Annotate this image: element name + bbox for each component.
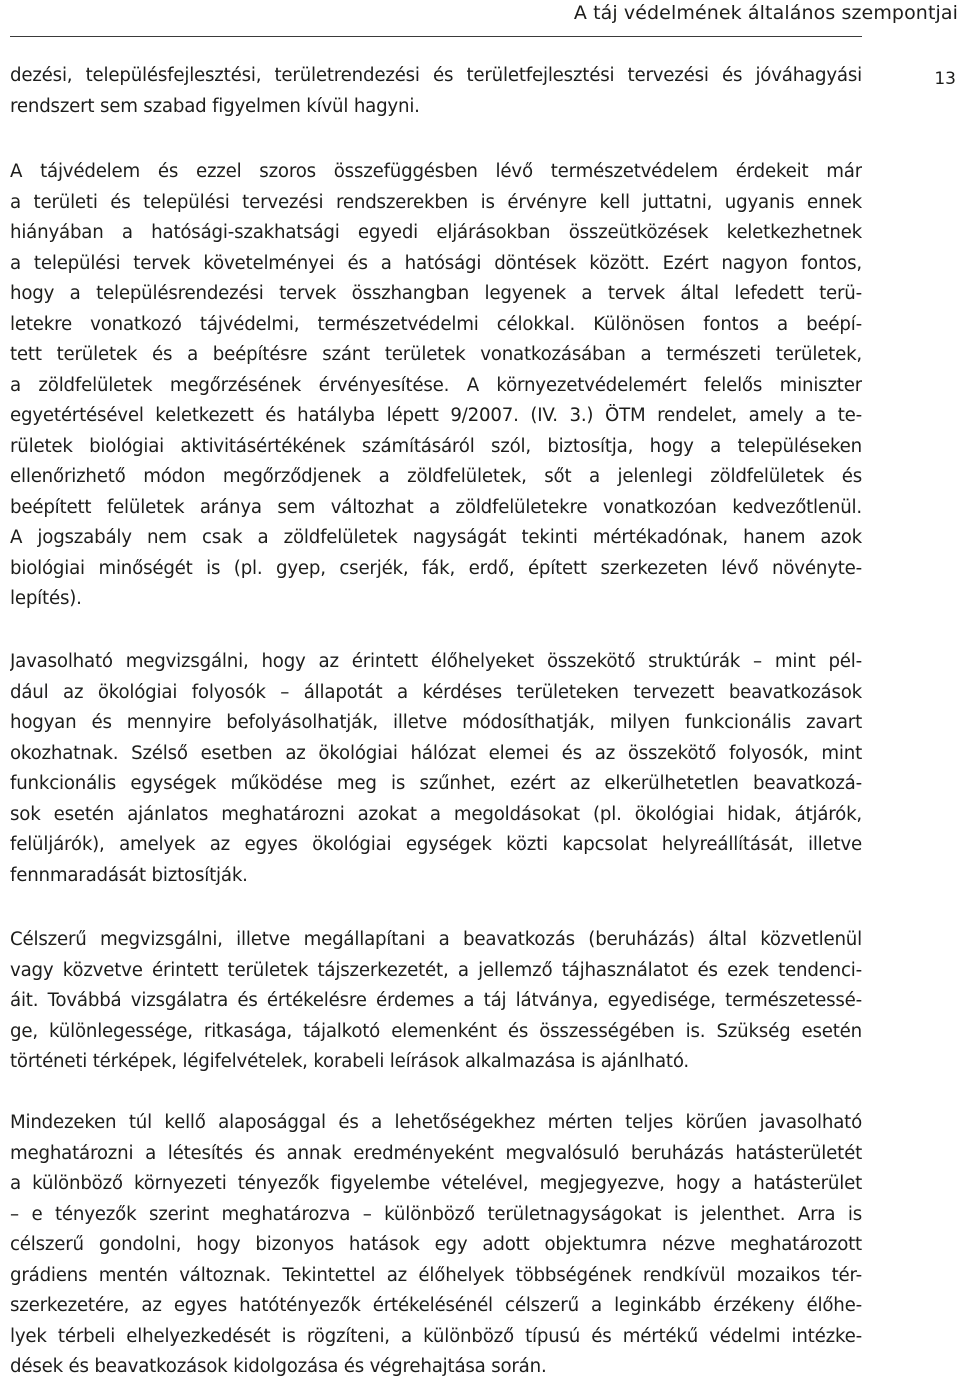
- running-header-title: A táj védelmének általános szempontjai: [573, 2, 958, 24]
- text-line: történeti térképek, légifelvételek, korabeli leírások alkalmazása is ajánlható.: [10, 1051, 690, 1072]
- text-line: vagy közvetve érintett területek tájszerkezetét, a jellemző tájhasználatot és ezek tendenci-: [10, 959, 862, 981]
- text-line: rületek biológiai aktivitásértékének számításáról szól, biztosítja, hogy a településeken: [10, 435, 862, 457]
- text-line: áit. Továbbá vizsgálatra és értékelésre érdemes a táj látványa, egyedisége, természetessé-: [10, 990, 862, 1011]
- text-line: dául az ökológiai folyosók – állapotát a kérdéses területeken tervezett beavatkozások: [10, 681, 862, 703]
- paragraph: [10, 61, 862, 122]
- text-line: dések és beavatkozások kidolgozása és végrehajtása során.: [10, 1356, 547, 1377]
- text-line: hogy a településrendezési tervek összhangban legyenek a tervek által lefedett terü-: [10, 283, 862, 304]
- text-line: funkcionális egységek működése meg is szűnhet, ezért az elkerülhetetlen beavatkozá-: [10, 773, 862, 794]
- text-line: – e tényezők szerint meghatározva – különböző területnagyságokat is jelenthet. Arra is: [10, 1203, 862, 1225]
- text-line: célszerű gondolni, hogy bizonyos hatások egy adott objektumra nézve meghatározott: [10, 1234, 862, 1255]
- text-line: Célszerű megvizsgálni, illetve megállapítani a beavatkozás (beruházás) által közvetlenül: [10, 929, 862, 950]
- text-line: ellenőrizhető módon megőrződjenek a zöldfelületek, sőt a jelenlegi zöldfelületek és: [10, 466, 862, 487]
- text-line: a települési tervek követelményei és a hatósági döntések között. Ezért nagyon fontos,: [10, 252, 862, 274]
- text-line: meghatározni a létesítés és annak eredményeként megvalósuló beruházás hatásterületét: [10, 1142, 862, 1164]
- text-line: dezési, településfejlesztési, területrendezési és területfejlesztési tervezési és jóváhagyási: [10, 65, 862, 86]
- text-line: Javasolható megvizsgálni, hogy az érintett élőhelyeket összekötő struktúrák – mint pél-: [10, 651, 862, 672]
- paragraph: [10, 925, 862, 1078]
- text-line: Mindezeken túl kellő alaposággal és a lehetőségekhez mérten teljes körűen javasolható: [10, 1112, 862, 1133]
- text-line: a zöldfelületek megőrzésének érvényesítése. A környezetvédelemért felelős miniszter: [10, 374, 862, 396]
- text-line: hogyan és mennyire befolyásolhatják, illetve módosíthatják, milyen funkcionális zavart: [10, 712, 862, 733]
- text-line: tett területek és a beépítésre szánt területek vonatkozásában a természeti területek,: [10, 344, 862, 365]
- header-divider: [10, 36, 862, 37]
- text-line: beépített felületek aránya sem változhat a zöldfelületekre vonatkozóan kedvezőtlenül.: [10, 496, 862, 518]
- text-line: grádiens mentén változnak. Tekintettel az élőhelyek többségének rendkívül mozaikos tér-: [10, 1264, 862, 1286]
- page-number: 13: [934, 69, 956, 89]
- text-line: a különböző környezeti tényezők figyelembe vételével, megjegyezve, hogy a hatásterület: [10, 1173, 862, 1194]
- text-line: biológiai minőségét is (pl. gyep, cserjék, fák, erdő, épített szerkezeten lévő növényte-: [10, 557, 862, 579]
- text-line: A jogszabály nem csak a zöldfelületek nagyságát tekinti mértékadónak, hanem azok: [10, 527, 862, 548]
- paragraph: [10, 1108, 862, 1383]
- text-line: A tájvédelem és ezzel szoros összefüggésben lévő természetvédelem érdekeit már: [10, 161, 862, 182]
- text-line: rendszert sem szabad figyelmen kívül hagyni.: [10, 95, 420, 117]
- text-line: lepítés).: [10, 588, 82, 609]
- text-line: hiányában a hatósági-szakhatsági egyedi eljárásokban összeütközések keletkezhetnek: [10, 222, 862, 243]
- text-line: lyek térbeli elhelyezkedését is rögzíteni, a különböző típusú és mértékű védelmi intézke-: [10, 1325, 862, 1347]
- text-line: ge, különlegessége, ritkasága, tájalkotó elemenként és összességében is. Szükség esetén: [10, 1020, 862, 1042]
- text-line: egyetértésével keletkezett és hatályba lépett 9/2007. (IV. 3.) ÖTM rendelet, amely a te-: [10, 405, 862, 426]
- paragraph: [10, 647, 862, 891]
- text-line: felüljárók), amelyek az egyes ökológiai egységek közti kapcsolat helyreállítását, illetve: [10, 834, 862, 855]
- text-line: a területi és települési tervezési rendszerekben is érvényre kell juttatni, ugyanis ennek: [10, 191, 862, 213]
- text-line: fennmaradását biztosítják.: [10, 864, 248, 886]
- text-line: sok esetén ajánlatos meghatározni azokat a megoldásokat (pl. ökológiai hidak, átjárók,: [10, 803, 862, 825]
- text-line: szerkezetére, az egyes hatótényezők értékelésénél célszerű a leginkább érzékeny élőhe-: [10, 1295, 862, 1316]
- text-line: okozhatnak. Szélső esetben az ökológiai hálózat elemei és az összekötő folyosók, mint: [10, 742, 862, 764]
- text-line: letekre vonatkozó tájvédelmi, természetvédelmi célokkal. Különösen fontos a beépí-: [10, 313, 862, 335]
- paragraph: [10, 157, 862, 615]
